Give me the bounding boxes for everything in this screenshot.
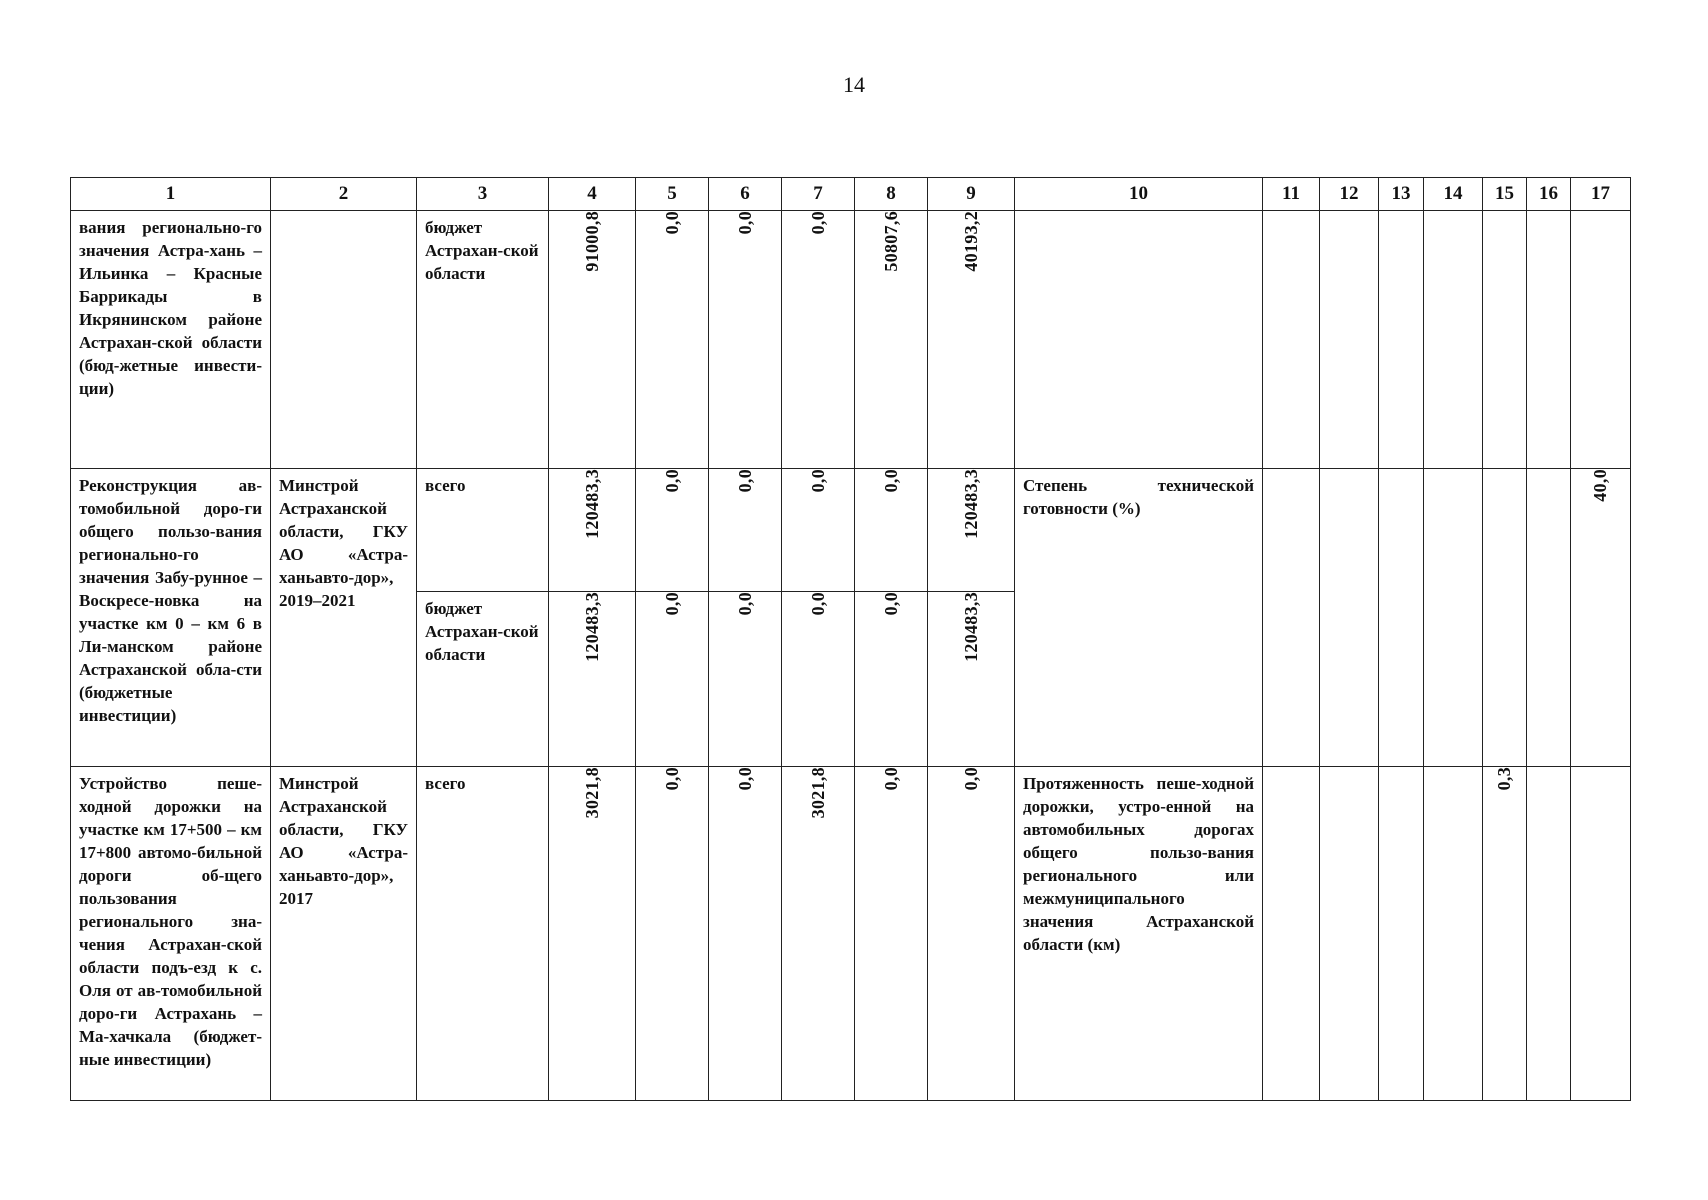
column-header: 13 <box>1379 178 1424 211</box>
object-name-cell <box>71 767 271 1101</box>
object-name-cell <box>71 468 271 767</box>
amount-cell <box>709 767 782 1101</box>
column-header: 14 <box>1424 178 1483 211</box>
column-header: 6 <box>709 178 782 211</box>
amount-cell <box>636 767 709 1101</box>
column-header: 2 <box>271 178 417 211</box>
amount-cell <box>855 591 928 766</box>
funding-source-cell <box>417 591 549 766</box>
empty-cell <box>1424 767 1483 1101</box>
header-row <box>71 178 1631 211</box>
object-name: вания регионально-го значения Астра-хань – Ильинка – Красные Баррикады в Икрянинском районе Астрахан-ской области (бюд-жетные инвести-ции) <box>79 218 262 399</box>
executor: Минстрой Астраханской области, ГКУ АО «Астра-ханьавто-дор», 2017 <box>279 774 408 909</box>
empty-cell <box>1320 211 1379 469</box>
program-table <box>70 177 1631 1101</box>
column-header: 10 <box>1015 178 1263 211</box>
table-row <box>71 767 1631 1101</box>
amount-value: 0,0 <box>734 591 755 616</box>
amount-value: 120483,3 <box>960 591 981 662</box>
executor-cell <box>271 767 417 1101</box>
amount-value: 50807,6 <box>880 211 901 272</box>
amount-cell <box>636 591 709 766</box>
column-header: 11 <box>1263 178 1320 211</box>
amount-cell <box>709 468 782 591</box>
amount-cell <box>928 767 1015 1101</box>
empty-cell <box>1263 767 1320 1101</box>
target-value: 40,0 <box>1590 468 1610 502</box>
amount-value: 0,0 <box>734 767 755 791</box>
column-header: 4 <box>549 178 636 211</box>
funding-source-cell <box>417 211 549 469</box>
amount-value: 0,0 <box>807 591 828 616</box>
amount-value: 0,0 <box>661 591 682 616</box>
indicator-cell <box>1015 468 1263 767</box>
funding-source: бюджет Астрахан-ской области <box>425 218 539 284</box>
object-name-cell <box>71 211 271 469</box>
amount-cell <box>855 767 928 1101</box>
executor-cell <box>271 211 417 469</box>
empty-cell <box>1483 211 1527 469</box>
object-name: Устройство пеше-ходной дорожки на участке км 17+500 – км 17+800 автомо-бильной дороги об-щего пользования регионального зна-чения Астрахан-ской области подъ-езд к с. Оля от ав-томобильной доро-ги Астрахань – Ма-хачкала (бюджет-ные инвестиции) <box>79 774 262 1070</box>
empty-cell <box>1571 211 1631 469</box>
funding-source: бюджет Астрахан-ской области <box>425 598 539 664</box>
empty-cell <box>1424 468 1483 767</box>
amount-cell <box>636 468 709 591</box>
amount-value: 3021,8 <box>807 767 828 819</box>
empty-cell <box>1424 211 1483 469</box>
column-header: 12 <box>1320 178 1379 211</box>
amount-value: 40193,2 <box>960 211 981 272</box>
executor: Минстрой Астраханской области, ГКУ АО «Астра-ханьавто-дор», 2019–2021 <box>279 475 408 610</box>
amount-cell <box>549 211 636 469</box>
table-row <box>71 468 1631 591</box>
amount-cell <box>782 211 855 469</box>
column-header: 17 <box>1571 178 1631 211</box>
table-row <box>71 211 1631 469</box>
empty-cell <box>1320 767 1379 1101</box>
target-value-cell <box>1571 468 1631 767</box>
amount-cell <box>782 468 855 591</box>
amount-value: 0,0 <box>880 767 901 791</box>
amount-cell <box>636 211 709 469</box>
amount-cell <box>549 591 636 766</box>
amount-value: 0,0 <box>734 468 755 493</box>
amount-value: 0,0 <box>661 767 682 791</box>
amount-value: 0,0 <box>807 468 828 493</box>
funding-source-cell <box>417 468 549 591</box>
funding-source-cell <box>417 767 549 1101</box>
target-value: 0,3 <box>1494 767 1514 791</box>
empty-cell <box>1527 468 1571 767</box>
column-header: 5 <box>636 178 709 211</box>
column-header: 15 <box>1483 178 1527 211</box>
amount-value: 0,0 <box>807 211 828 235</box>
empty-cell <box>1527 767 1571 1101</box>
empty-cell <box>1379 211 1424 469</box>
empty-cell <box>1320 468 1379 767</box>
column-header: 1 <box>71 178 271 211</box>
empty-cell <box>1571 767 1631 1101</box>
amount-cell <box>928 468 1015 591</box>
funding-source: всего <box>425 475 466 495</box>
indicator: Степень технической готовности (%) <box>1023 475 1254 518</box>
indicator: Протяженность пеше-ходной дорожки, устро-енной на автомобильных дорогах общего пользо-вания регионального или межмуниципального значения Астраханской области (км) <box>1023 774 1254 955</box>
amount-value: 0,0 <box>734 211 755 235</box>
column-header: 3 <box>417 178 549 211</box>
amount-value: 0,0 <box>661 211 682 235</box>
amount-cell <box>928 211 1015 469</box>
empty-cell <box>1379 468 1424 767</box>
amount-value: 0,0 <box>661 468 682 493</box>
empty-cell <box>1483 468 1527 767</box>
empty-cell <box>1263 211 1320 469</box>
empty-cell <box>1263 468 1320 767</box>
empty-cell <box>1379 767 1424 1101</box>
empty-cell <box>1527 211 1571 469</box>
amount-cell <box>855 211 928 469</box>
column-header: 7 <box>782 178 855 211</box>
amount-cell <box>782 591 855 766</box>
amount-value: 0,0 <box>880 591 901 616</box>
amount-cell <box>782 767 855 1101</box>
executor-cell <box>271 468 417 767</box>
amount-cell <box>709 591 782 766</box>
amount-value: 120483,3 <box>960 468 981 539</box>
amount-cell <box>549 468 636 591</box>
executor <box>271 211 416 220</box>
amount-value: 3021,8 <box>581 767 602 819</box>
indicator-cell <box>1015 767 1263 1101</box>
column-header: 8 <box>855 178 928 211</box>
amount-value: 0,0 <box>880 468 901 493</box>
column-header: 9 <box>928 178 1015 211</box>
funding-source: всего <box>425 774 466 794</box>
object-name: Реконструкция ав-томобильной доро-ги общего пользо-вания регионально-го значения Забу-рунное – Воскресе-новка на участке км 0 – км 6 в Ли-манском районе Астраханской обла-сти (бюджетные инвестиции) <box>79 475 262 725</box>
amount-value: 91000,8 <box>581 211 602 272</box>
column-header: 16 <box>1527 178 1571 211</box>
page-number: 14 <box>843 72 865 97</box>
indicator <box>1015 211 1262 220</box>
amount-cell <box>928 591 1015 766</box>
amount-cell <box>549 767 636 1101</box>
amount-value: 0,0 <box>960 767 981 791</box>
target-value-cell <box>1483 767 1527 1101</box>
indicator-cell <box>1015 211 1263 469</box>
amount-value: 120483,3 <box>581 468 602 539</box>
amount-cell <box>709 211 782 469</box>
amount-value: 120483,3 <box>581 591 602 662</box>
amount-cell <box>855 468 928 591</box>
